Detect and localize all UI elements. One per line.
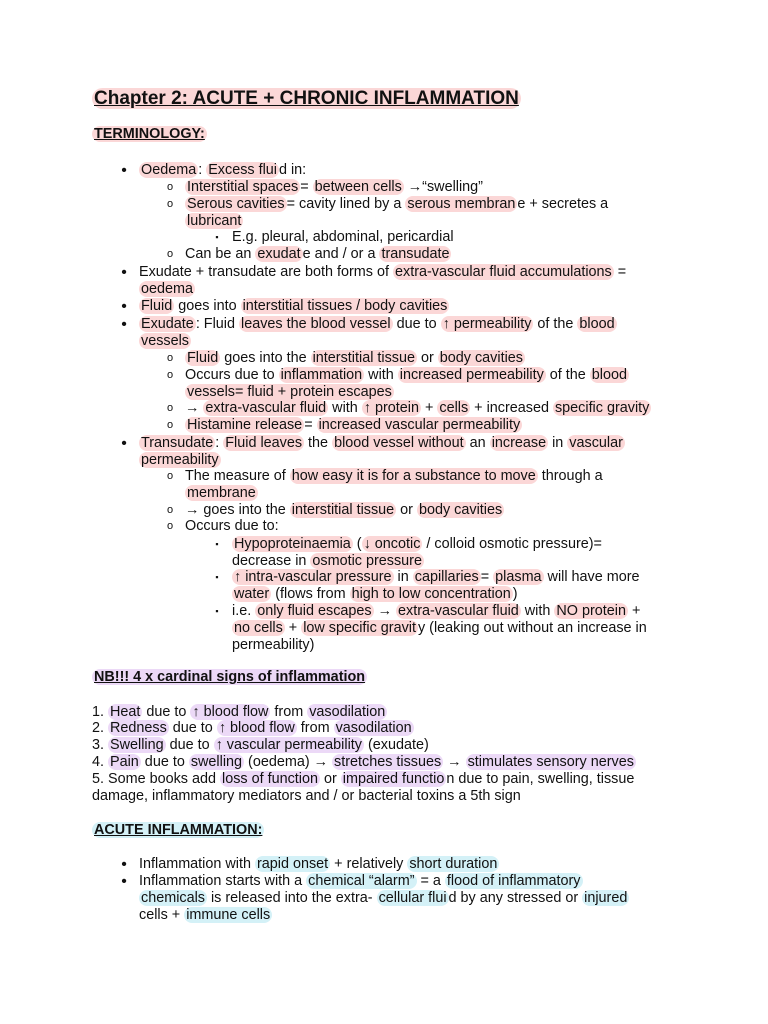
highlighted-term: Exudate xyxy=(141,316,194,332)
text-run: e + secretes a xyxy=(517,196,609,212)
highlighted-term: ↑ blood flow xyxy=(192,704,269,720)
text-run: : Fluid xyxy=(195,316,239,332)
text-line xyxy=(185,400,651,417)
highlighted-term: body cavities xyxy=(418,502,503,518)
text-line xyxy=(139,856,499,873)
highlighted-term: Excess flui xyxy=(208,162,277,178)
highlighted-term: NO protein xyxy=(556,603,626,619)
highlighted-term: Heat xyxy=(110,704,141,720)
highlighted-term: cellular flui xyxy=(378,890,447,906)
highlighted-term: increase xyxy=(491,435,547,451)
text-line xyxy=(139,890,629,907)
text-run: The measure of xyxy=(185,468,290,484)
bullet-marker: o xyxy=(166,504,174,516)
text-run: ) xyxy=(512,586,518,602)
text-line xyxy=(232,586,518,603)
text-run: decrease in xyxy=(232,553,311,569)
text-run: Inflammation starts with a xyxy=(139,873,307,889)
highlighted-term: Fluid leaves xyxy=(225,435,303,451)
highlighted-term: vasodilation xyxy=(335,720,412,736)
highlighted-term: interstitial tissues / body cavities xyxy=(242,298,448,314)
highlighted-term: lubricant xyxy=(187,213,242,229)
text-run: due to xyxy=(168,720,217,736)
highlighted-term: immune cells xyxy=(186,907,271,923)
highlighted-term: Serous cavities xyxy=(187,196,285,212)
text-line xyxy=(92,720,414,737)
text-run: + relatively xyxy=(330,856,408,872)
text-run: or xyxy=(416,350,438,366)
text-run: with xyxy=(364,367,398,383)
highlighted-term: ↑ blood flow xyxy=(218,720,295,736)
highlighted-term: permeability xyxy=(141,452,219,468)
highlighted-term: capillaries xyxy=(414,569,479,585)
text-run: → goes into the xyxy=(185,502,290,518)
text-line xyxy=(139,316,617,333)
text-run: from xyxy=(296,720,334,736)
text-run: of the xyxy=(545,367,590,383)
highlighted-term: Transudate xyxy=(141,435,214,451)
text-run: permeability) xyxy=(232,637,315,653)
bullet-marker: • xyxy=(121,316,127,333)
text-run: damage, inflammatory mediators and / or bacterial toxins a 5th sign xyxy=(92,788,521,804)
highlighted-term: blood vessel without xyxy=(334,435,464,451)
text-run: with xyxy=(520,603,555,619)
bullet-marker: o xyxy=(166,181,174,193)
text-run: + xyxy=(627,603,641,619)
text-line xyxy=(92,771,634,788)
text-line xyxy=(139,264,626,281)
bullet-marker: o xyxy=(166,402,174,414)
text-line xyxy=(232,637,314,654)
bullet-marker: ▪ xyxy=(215,606,219,616)
text-line xyxy=(185,350,525,367)
highlighted-term: interstitial tissue xyxy=(291,502,395,518)
highlighted-term: extra-vascular fluid accumulations xyxy=(395,264,612,280)
highlighted-term: osmotic pressure xyxy=(312,553,422,569)
text-line xyxy=(92,788,521,805)
highlighted-term: plasma xyxy=(495,569,542,585)
highlighted-term: cells xyxy=(439,400,469,416)
highlighted-term: low specific gravit xyxy=(303,620,416,636)
text-run: = xyxy=(304,417,317,433)
text-line xyxy=(185,417,522,434)
text-line xyxy=(232,536,602,553)
text-line xyxy=(232,620,647,637)
text-run: or xyxy=(396,502,417,518)
text-run: →“swelling” xyxy=(403,179,483,195)
text-run: + increased xyxy=(470,400,553,416)
text-run: 5. Some books add xyxy=(92,771,220,787)
text-run: goes into the xyxy=(220,350,311,366)
text-run: y (leaking out without an increase in xyxy=(417,620,647,636)
highlighted-term: extra-vascular fluid xyxy=(398,603,519,619)
highlighted-term: body cavities xyxy=(439,350,523,366)
text-run: (flows from xyxy=(271,586,350,602)
text-run: = xyxy=(480,569,494,585)
bullet-marker: o xyxy=(166,352,174,364)
text-run: an xyxy=(465,435,490,451)
highlighted-term: only fluid escapes xyxy=(257,603,372,619)
highlighted-term: flood of inflammatory xyxy=(446,873,581,889)
highlighted-term: Fluid xyxy=(141,298,173,314)
text-line xyxy=(185,384,394,401)
text-run: 1. xyxy=(92,704,108,720)
highlighted-term: ↓ oncotic xyxy=(363,536,421,552)
highlighted-term: blood xyxy=(591,367,627,383)
highlighted-term: ↑ protein xyxy=(363,400,419,416)
text-run: is released into the extra- xyxy=(206,890,377,906)
highlighted-term: transudate xyxy=(381,246,450,262)
highlighted-term: Histamine release xyxy=(187,417,303,433)
text-line xyxy=(232,229,454,246)
highlighted-term: increased vascular permeability xyxy=(318,417,521,433)
highlighted-term: inflammation xyxy=(280,367,363,383)
section-heading-cardinal-signs: NB!!! 4 x cardinal signs of inflammation xyxy=(94,669,366,685)
highlighted-term: specific gravity xyxy=(554,400,650,416)
text-line xyxy=(139,435,625,452)
text-run: + xyxy=(284,620,302,636)
text-run: through a xyxy=(537,468,603,484)
highlighted-term: serous membran xyxy=(407,196,516,212)
bullet-marker: • xyxy=(121,856,127,873)
highlighted-term: increased permeability xyxy=(399,367,544,383)
text-line xyxy=(92,704,387,721)
text-run: of the xyxy=(533,316,578,332)
bullet-marker: • xyxy=(121,298,127,315)
highlighted-term: between cells xyxy=(314,179,402,195)
bullet-marker: o xyxy=(166,470,174,482)
highlighted-term: Redness xyxy=(110,720,167,736)
bullet-marker: ▪ xyxy=(215,572,219,582)
text-line xyxy=(92,737,429,754)
highlighted-term: ↑ vascular permeability xyxy=(215,737,362,753)
text-run: = xyxy=(300,179,313,195)
text-line xyxy=(92,754,636,771)
text-run: Inflammation with xyxy=(139,856,255,872)
highlighted-term: impaired functio xyxy=(342,771,445,787)
text-line xyxy=(185,246,451,263)
text-run: due to xyxy=(392,316,441,332)
highlighted-term: chemicals xyxy=(141,890,205,906)
text-run: : xyxy=(215,435,224,451)
bullet-marker: o xyxy=(166,198,174,210)
text-line xyxy=(185,367,629,384)
text-run: : xyxy=(198,162,207,178)
text-run: i.e. xyxy=(232,603,256,619)
bullet-marker: ▪ xyxy=(215,539,219,549)
text-run: goes into xyxy=(174,298,241,314)
highlighted-term: swelling xyxy=(190,754,243,770)
bullet-marker: o xyxy=(166,520,174,532)
highlighted-term: chemical “alarm” xyxy=(308,873,415,889)
text-run: the xyxy=(304,435,333,451)
text-run: will have more xyxy=(543,569,640,585)
text-run: from xyxy=(270,704,308,720)
text-run: or xyxy=(320,771,341,787)
highlighted-term: Hypoproteinaemia xyxy=(234,536,351,552)
text-run: ( xyxy=(352,536,362,552)
highlighted-term: vessels= fluid + protein escapes xyxy=(187,384,392,400)
text-line xyxy=(185,502,504,519)
text-line xyxy=(185,468,603,485)
highlighted-term: Interstitial spaces xyxy=(187,179,299,195)
text-line xyxy=(139,452,221,469)
highlighted-term: no cells xyxy=(234,620,283,636)
bullet-marker: o xyxy=(166,419,174,431)
bullet-marker: • xyxy=(121,264,127,281)
text-run: E.g. pleural, abdominal, pericardial xyxy=(232,229,454,245)
highlighted-term: ↑ intra-vascular pressure xyxy=(234,569,392,585)
text-run: (exudate) xyxy=(363,737,429,753)
bullet-marker: • xyxy=(121,435,127,452)
section-heading-acute: ACUTE INFLAMMATION: xyxy=(94,822,263,838)
text-line xyxy=(185,196,608,213)
text-line xyxy=(232,553,424,570)
highlighted-term: injured xyxy=(584,890,628,906)
highlighted-term: blood xyxy=(579,316,615,332)
highlighted-term: vasodilation xyxy=(309,704,386,720)
text-run: / colloid osmotic pressure)= xyxy=(422,536,602,552)
text-run: Can be an xyxy=(185,246,256,262)
text-line xyxy=(139,281,195,298)
highlighted-term: stretches tissues xyxy=(334,754,442,770)
highlighted-term: exudat xyxy=(257,246,301,262)
text-run: → xyxy=(443,754,466,770)
bullet-marker: ▪ xyxy=(215,232,219,242)
text-run: e and / or a xyxy=(302,246,380,262)
highlighted-term: leaves the blood vessel xyxy=(241,316,391,332)
text-run: 4. xyxy=(92,754,108,770)
text-run: d in: xyxy=(278,162,307,178)
text-line xyxy=(139,873,583,890)
bullet-marker: o xyxy=(166,248,174,260)
section-heading-terminology: TERMINOLOGY: xyxy=(94,126,205,142)
highlighted-term: water xyxy=(234,586,270,602)
highlighted-term: ↑ permeability xyxy=(442,316,532,332)
highlighted-term: vessels xyxy=(141,333,189,349)
text-run: = xyxy=(613,264,627,280)
text-run: with xyxy=(328,400,362,416)
text-run: Exudate + transudate are both forms of xyxy=(139,264,393,280)
text-run: → xyxy=(373,603,396,619)
text-line xyxy=(139,333,191,350)
highlighted-term: high to low concentration xyxy=(351,586,511,602)
highlighted-term: vascular xyxy=(569,435,623,451)
text-run: cells + xyxy=(139,907,185,923)
text-run: + xyxy=(420,400,438,416)
page-title: Chapter 2: ACUTE + CHRONIC INFLAMMATION xyxy=(94,88,519,109)
text-run: n due to pain, swelling, tissue xyxy=(446,771,635,787)
text-run: due to xyxy=(165,737,214,753)
text-line xyxy=(185,485,258,502)
bullet-marker: o xyxy=(166,369,174,381)
text-line xyxy=(232,603,640,620)
text-run: d by any stressed or xyxy=(448,890,583,906)
text-line xyxy=(139,162,306,179)
text-run: in xyxy=(393,569,413,585)
text-run: → xyxy=(185,400,204,416)
text-run: = cavity lined by a xyxy=(286,196,406,212)
text-run: = a xyxy=(416,873,445,889)
text-line xyxy=(185,213,243,230)
bullet-marker: • xyxy=(121,873,127,890)
highlighted-term: Fluid xyxy=(187,350,219,366)
text-line xyxy=(139,907,272,924)
highlighted-term: how easy it is for a substance to move xyxy=(291,468,536,484)
highlighted-term: rapid onset xyxy=(256,856,329,872)
highlighted-term: Swelling xyxy=(110,737,164,753)
text-run: Occurs due to xyxy=(185,367,279,383)
text-run: Occurs due to: xyxy=(185,518,279,534)
highlighted-term: oedema xyxy=(141,281,194,297)
text-run: 2. xyxy=(92,720,108,736)
highlighted-term: membrane xyxy=(187,485,256,501)
text-run: due to xyxy=(140,754,189,770)
highlighted-term: short duration xyxy=(409,856,498,872)
text-line xyxy=(232,569,640,586)
text-run: in xyxy=(548,435,568,451)
highlighted-term: Oedema xyxy=(141,162,197,178)
text-line xyxy=(185,518,279,535)
text-run: 3. xyxy=(92,737,108,753)
bullet-marker: • xyxy=(121,162,127,179)
highlighted-term: interstitial tissue xyxy=(312,350,415,366)
highlighted-term: loss of function xyxy=(222,771,318,787)
text-line xyxy=(185,179,483,196)
highlighted-term: stimulates sensory nerves xyxy=(467,754,634,770)
text-run: due to xyxy=(142,704,191,720)
text-line xyxy=(139,298,449,315)
text-run: (oedema) → xyxy=(244,754,333,770)
highlighted-term: Pain xyxy=(110,754,139,770)
highlighted-term: extra-vascular fluid xyxy=(205,400,327,416)
